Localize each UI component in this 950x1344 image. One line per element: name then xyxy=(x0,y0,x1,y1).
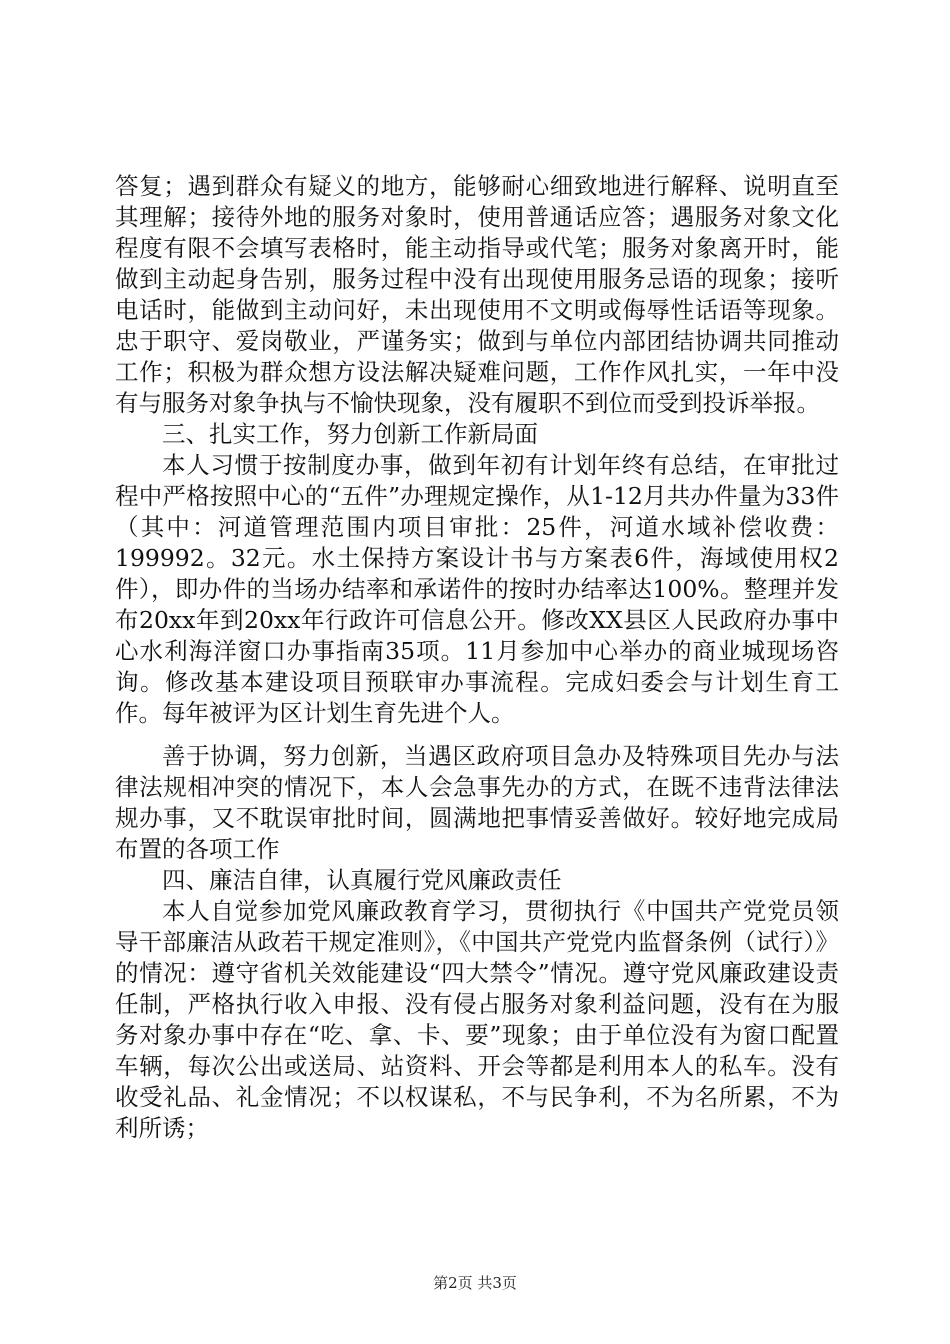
page-number-footer: 第2页 共3页 xyxy=(433,1274,517,1292)
section-heading-4: 四、廉洁自律，认真履行党风廉政责任 xyxy=(162,866,562,894)
paragraph-integrity: 本人自觉参加党风廉政教育学习，贯彻执行《中国共产党党员领导干部廉洁从政若干规定准则》，《中国共产党党内监督条例（试行）》的情况：遵守省机关效能建设“四大禁令”情况。遵守党风廉政建设责任制，严格执行收入申报、没有侵占服务对象利益问题，没有在为服务对象办事中存在“吃、拿、卡、要”现象；由于单位没有为窗口配置车辆，每次公出或送局、站资料、开会等都是利用本人的私车。没有收受礼品、礼金情况；不以权谋私，不与民争利，不为名所累，不为利所诱； xyxy=(115,897,839,1142)
paragraph-continuation: 答复；遇到群众有疑义的地方，能够耐心细致地进行解释、说明直至其理解；接待外地的服务对象时，使用普通话应答；遇服务对象文化程度有限不会填写表格时，能主动指导或代笔；服务对象离开时，能做到主动起身告别，服务过程中没有出现使用服务忌语的现象；接听电话时，能做到主动问好，未出现使用不文明或侮辱性话语等现象。忠于职守、爱岗敬业，严谨务实；做到与单位内部团结协调共同推动工作；积极为群众想方设法解决疑难问题，工作作风扎实，一年中没有与服务对象争执与不愉快现象，没有履职不到位而受到投诉举报。 xyxy=(115,172,839,417)
document-body xyxy=(115,171,839,1144)
paragraph-work-summary: 本人习惯于按制度办事，做到年初有计划年终有总结，在审批过程中严格按照中心的“五件”办理规定操作，从1-12月共办件量为33件（其中：河道管理范围内项目审批：25件，河道水域补偿收费：199992。32元。水土保持方案设计书与方案表6件，海域使用权2件），即办件的当场办结率和承诺件的按时办结率达100%。整理并发布20xx年到20xx年行政许可信息公开。修改XX县区人民政府办事中心水利海洋窗口办事指南35项。11月参加中心举办的商业城现场咨询。修改基本建设项目预联审办事流程。完成妇委会与计划生育工作。每年被评为区计划生育先进个人。 xyxy=(115,451,839,727)
paragraph-coordination: 善于协调，努力创新，当遇区政府项目急办及特殊项目先办与法律法规相冲突的情况下，本人会急事先办的方式，在既不违背法律法规办事，又不耽误审批时间，圆满地把事情妥善做好。较好地完成局布置的各项工作 xyxy=(115,742,839,863)
section-heading-3: 三、扎实工作，努力创新工作新局面 xyxy=(162,420,538,448)
